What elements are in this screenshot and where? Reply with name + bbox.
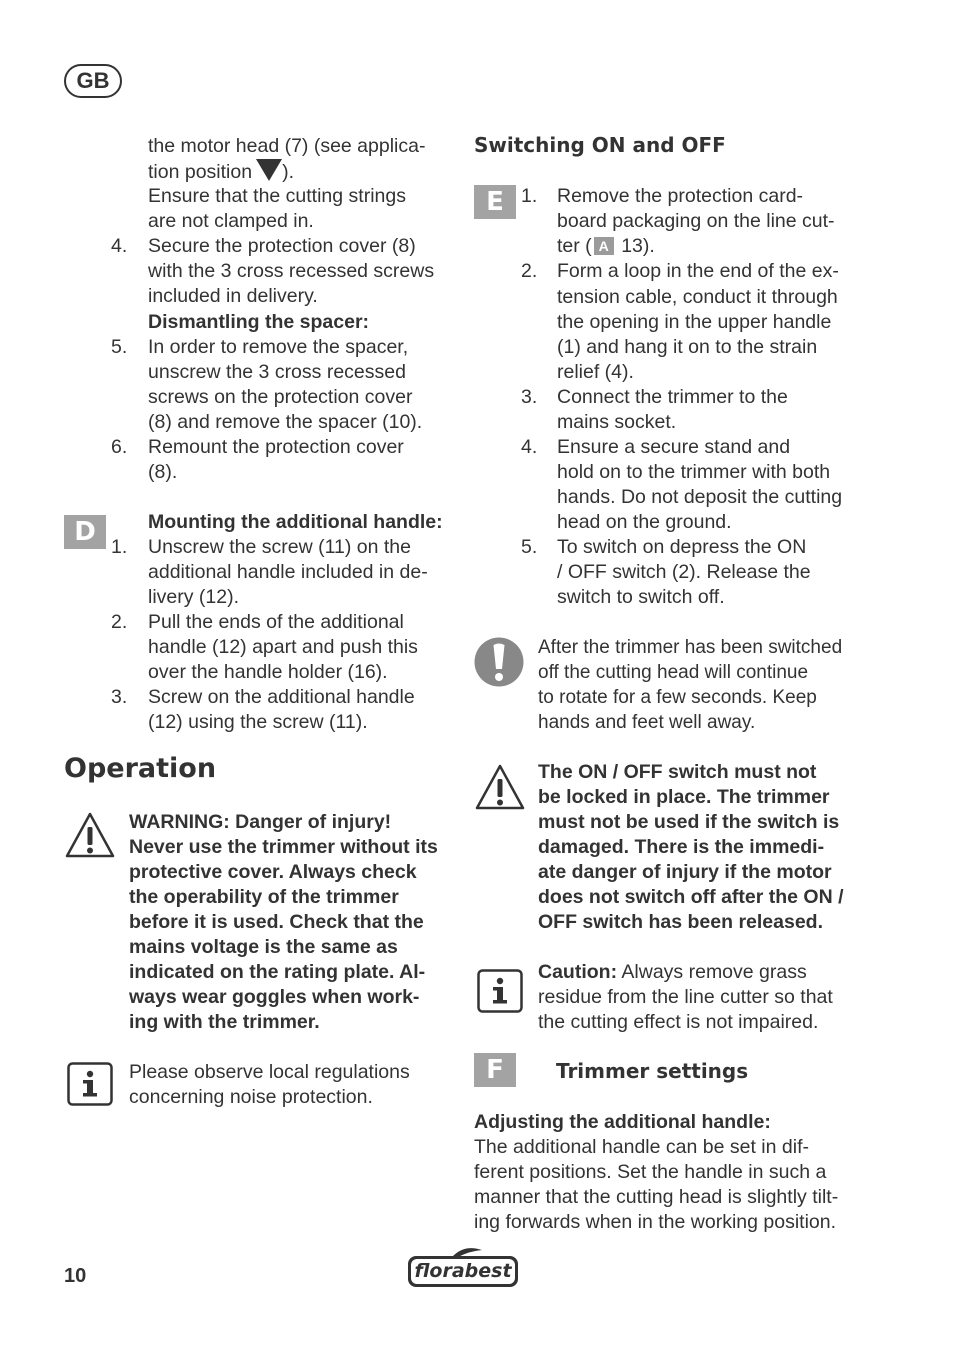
text-line: residue from the line cutter so that [538,986,833,1008]
section-f-marker: F [474,1053,516,1087]
step-number: 3. [521,386,538,408]
subheading-adjusting: Adjusting the additional handle: [474,1111,771,1133]
text-line: In order to remove the spacer, [148,336,409,358]
text-line: Caution: Always remove grass [538,961,807,983]
step-number: 2. [521,260,538,282]
text-line: off the cutting head will continue [538,662,809,683]
exclamation-circle-icon [474,636,524,688]
text-line: the cutting effect is not impaired. [538,1011,819,1033]
warning-line: indicated on the rating plate. Al- [129,961,426,983]
text-line: Secure the protection cover (8) [148,235,416,257]
text-line: Connect the trimmer to the [557,386,788,408]
text-line: unscrew the 3 cross recessed [148,361,406,383]
warning-triangle-icon [64,811,116,859]
figure-a-chip: A [594,237,614,255]
text-line: screws on the protection cover [148,386,413,408]
text-line: to rotate for a few seconds. Keep [538,687,817,708]
text-line: To switch on depress the ON [557,536,807,558]
text-line: relief (4). [557,361,634,383]
text-line: mains socket. [557,411,677,433]
page-number: 10 [64,1265,87,1287]
text-line: handle (12) apart and push this [148,636,418,658]
florabest-logo [406,1246,520,1290]
section-d-marker: D [64,515,106,549]
step-number: 1. [521,185,538,207]
step-number: 4. [111,235,128,257]
text-line: hold on to the trimmer with both [557,461,831,483]
warning-line: The ON / OFF switch must not [538,761,817,783]
text-line: Form a loop in the end of the ex- [557,260,839,282]
text-line: the motor head (7) (see applica- [148,135,426,157]
warning-line: does not switch off after the ON / [538,886,844,908]
warning-line: damaged. There is the immedi- [538,836,825,858]
text-line: ter ( A 13). [557,235,655,257]
text-line: Pull the ends of the additional [148,611,404,633]
step-number: 1. [111,536,128,558]
text-line: manner that the cutting head is slightly tilt- [474,1186,839,1208]
position-triangle-icon [256,159,282,181]
text-line: (8). [148,461,178,483]
logo-text: florabest [414,1260,512,1282]
text-line: Remount the protection cover [148,436,404,458]
text-line: The additional handle can be set in dif- [474,1136,809,1158]
operation-heading: Operation [64,753,217,784]
text-line: switch to switch off. [557,586,725,608]
text-line: head on the ground. [557,511,732,533]
step-number: 2. [111,611,128,633]
warning-line: protective cover. Always check [129,861,417,883]
text-line: included in delivery. [148,285,318,307]
text-line: After the trimmer has been switched [538,637,843,658]
warning-line: before it is used. Check that the [129,911,424,933]
text-line: livery (12). [148,586,240,608]
warning-line: Never use the trimmer without its [129,836,438,858]
text-line: Ensure a secure stand and [557,436,791,458]
subheading-mounting: Mounting the additional handle: [148,511,443,533]
trimmer-settings-heading: Trimmer settings [556,1059,749,1083]
info-icon [477,969,523,1013]
warning-line: ing with the trimmer. [129,1011,320,1033]
step-number: 5. [521,536,538,558]
text-line: ing forwards when in the working position. [474,1211,837,1233]
warning-line: ate danger of injury if the motor [538,861,832,883]
step-number: 3. [111,686,128,708]
language-badge: GB [64,64,122,98]
warning-line: ways wear goggles when work- [129,986,420,1008]
text-line: Unscrew the screw (11) on the [148,536,411,558]
switching-heading: Switching ON and OFF [474,133,726,157]
text-line: over the handle holder (16). [148,661,388,683]
text-line: ferent positions. Set the handle in such a [474,1161,827,1183]
text-line: (12) using the screw (11). [148,711,368,733]
info-icon [67,1062,113,1106]
text-line: hands and feet well away. [538,712,756,733]
text-line: Remove the protection card- [557,185,804,207]
warning-line: WARNING: Danger of injury! [129,811,392,833]
text-line: additional handle included in de- [148,561,428,583]
text-line: concerning noise protection. [129,1086,373,1108]
text-line: tion position ). [148,161,294,183]
warning-line: OFF switch has been released. [538,911,824,933]
warning-line: be locked in place. The trimmer [538,786,830,808]
section-e-marker: E [474,185,516,219]
step-number: 6. [111,436,128,458]
text-line: tension cable, conduct it through [557,286,838,308]
text-line: Please observe local regulations [129,1061,410,1083]
warning-line: must not be used if the switch is [538,811,840,833]
warning-line: mains voltage is the same as [129,936,398,958]
text-line: board packaging on the line cut- [557,210,835,232]
text-line: with the 3 cross recessed screws [148,260,435,282]
text-line: Screw on the additional handle [148,686,415,708]
text-line: the opening in the upper handle [557,311,832,333]
text-line: are not clamped in. [148,210,314,232]
subheading-dismantling: Dismantling the spacer: [148,311,370,333]
text-line: / OFF switch (2). Release the [557,561,811,583]
text-line: (1) and hang it on to the strain [557,336,818,358]
warning-triangle-icon [474,763,526,811]
text-line: Ensure that the cutting strings [148,185,406,207]
step-number: 4. [521,436,538,458]
warning-line: the operability of the trimmer [129,886,399,908]
text-line: hands. Do not deposit the cutting [557,486,843,508]
text-line: (8) and remove the spacer (10). [148,411,423,433]
step-number: 5. [111,336,128,358]
